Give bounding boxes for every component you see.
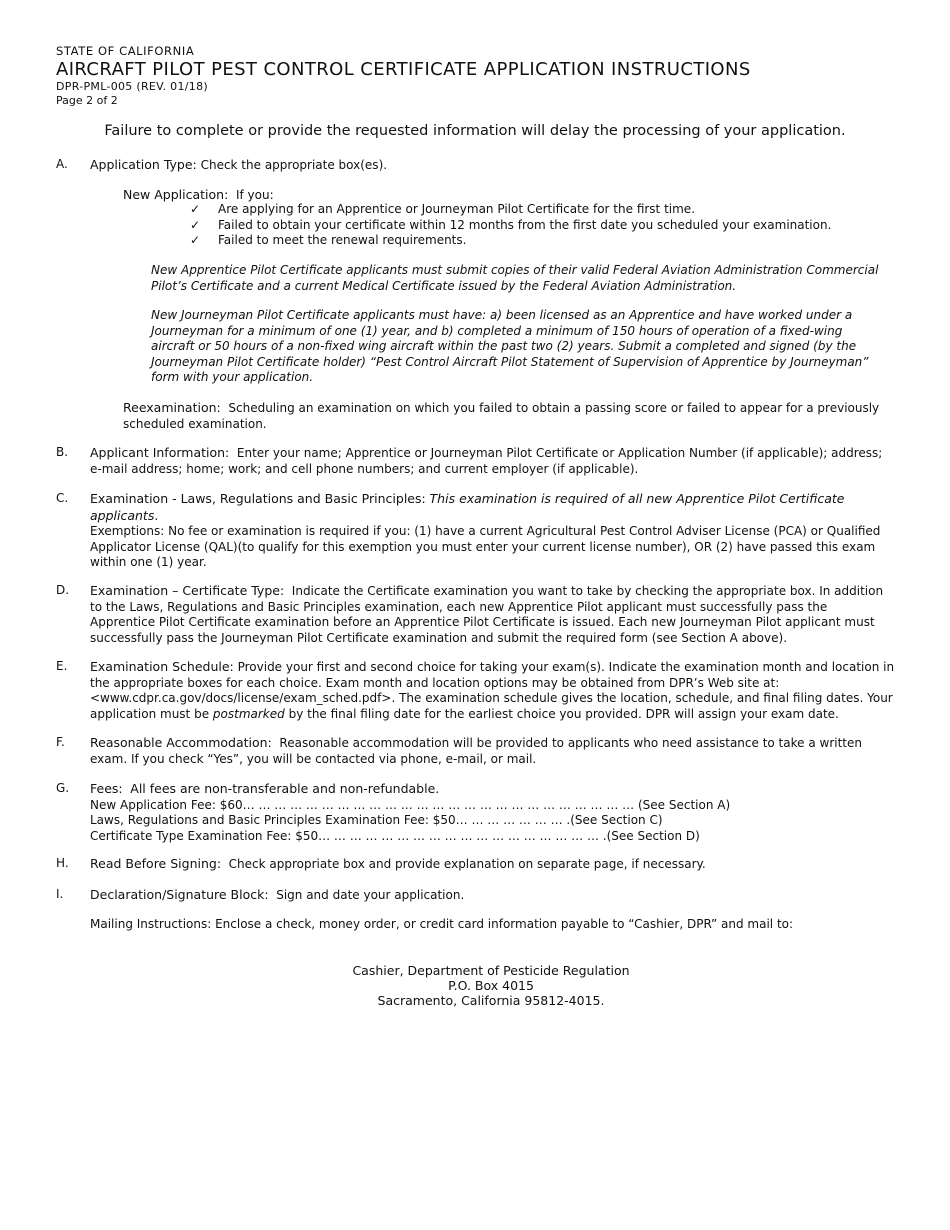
check-item-text: Failed to obtain your certificate within 12 months from the first date you scheduled your examination. — [218, 218, 832, 232]
section-heading: Declaration/Signature Block: — [90, 887, 269, 902]
section-heading: Examination Schedule: — [90, 659, 234, 674]
section-text: Provide your first and second choice for taking your exam(s). Indicate the examination month and location in the appropriate boxes for each choice. Exam month and location options may be obtained from DPR’s Web site at: <www.cdpr.ca.gov/docs/license/exam_sched.pdf>. The examination schedule gives the location, schedule, and final filing dates. Your application must be — [90, 660, 895, 721]
fee-line: Laws, Regulations and Basic Principles Examination Fee: $50… … … … … … … .(See Section C) — [90, 813, 663, 827]
postmarked-text: postmarked — [212, 706, 285, 721]
reexamination-text — [123, 400, 893, 432]
section-letter: F. — [56, 735, 65, 749]
checkmark-icon: ✓ — [190, 202, 201, 216]
section-letter: B. — [56, 445, 69, 459]
fee-line: Certificate Type Examination Fee: $50… … … … … … … … … … … … … … … … … … .(See Section D) — [90, 828, 700, 843]
section-e — [56, 659, 896, 722]
check-item — [190, 218, 831, 234]
section-letter: D. — [56, 583, 70, 597]
section-text: Reasonable accommodation will be provided to applicants who need assistance to take a written exam. If you check “Yes”, you will be contacted via phone, e-mail, or mail. — [90, 736, 862, 766]
section-heading: Reasonable Accommodation: — [90, 735, 272, 750]
section-heading: Read Before Signing: — [90, 856, 222, 871]
section-text: Enter your name; Apprentice or Journeyman Pilot Certificate or Application Number (if applicable); address; e-mail address; home; work; and cell phone numbers; and current employer (if applicable). — [90, 446, 883, 476]
section-letter: C. — [56, 491, 69, 505]
section-h — [56, 856, 896, 873]
section-letter: E. — [56, 659, 68, 673]
section-d — [56, 583, 896, 646]
mailing-text: Mailing Instructions: Enclose a check, money order, or credit card information payable to “Cashier, DPR” and mail to: — [90, 917, 794, 931]
page-number: Page 2 of 2 — [56, 94, 118, 107]
check-item — [190, 233, 466, 249]
section-heading: Examination – Certificate Type: — [90, 583, 285, 598]
checkmark-icon: ✓ — [190, 233, 201, 247]
section-text: Sign and date your application. — [276, 888, 465, 902]
section-text-end: by the final filing date for the earliest choice you provided. DPR will assign your exam date. — [288, 706, 839, 721]
section-period: . — [154, 508, 159, 523]
section-letter: G. — [56, 781, 70, 795]
section-text: All fees are non-transferable and non-refundable. — [130, 781, 440, 796]
reexamination-desc: Scheduling an examination on which you failed to obtain a passing score or failed to appear for a previously scheduled examination. — [123, 401, 880, 431]
section-text: Check appropriate box and provide explanation on separate page, if necessary. — [228, 857, 706, 871]
section-c — [56, 491, 896, 571]
address-line-1: Cashier, Department of Pesticide Regulation — [352, 963, 630, 978]
section-b — [56, 445, 896, 477]
processing-warning: Failure to complete or provide the requested information will delay the processing of your application. — [104, 123, 846, 139]
state-label: STATE OF CALIFORNIA — [56, 44, 195, 58]
section-letter: A. — [56, 157, 68, 171]
fee-line: New Application Fee: $60… … … … … … … … … … … … … … … … … … … … … … … … … (See Section A) — [90, 797, 731, 812]
check-item — [190, 202, 695, 218]
address-line-3: Sacramento, California 95812-4015. — [377, 993, 605, 1008]
section-text: Check the appropriate box(es). — [200, 158, 388, 172]
section-i — [56, 887, 896, 904]
apprentice-note: New Apprentice Pilot Certificate applicants must submit copies of their valid Federal Aviation Administration Commercial Pilot’s Certificate and a current Medical Certificate issued by the Federal Aviation Administration. — [151, 263, 879, 293]
page-title: AIRCRAFT PILOT PEST CONTROL CERTIFICATE APPLICATION INSTRUCTIONS — [56, 59, 751, 80]
section-italic-text: This examination is required of all new Apprentice Pilot Certificate applicants — [90, 491, 845, 523]
form-number: DPR-PML-005 (REV. 01/18) — [56, 80, 208, 93]
section-f — [56, 735, 896, 767]
section-g — [56, 781, 896, 844]
section-heading: Fees: — [90, 781, 123, 796]
section-text: Indicate the Certificate examination you want to take by checking the appropriate box. In addition to the Laws, Regulations and Basic Principles examination, each new Apprentice Pilot applicant must successfully pass the Apprentice Pilot Certificate examination before an Apprentice Pilot Certificate is issued. Each new Journeyman Pilot applicant must successfully pass the Journeyman Pilot Certificate examination and submit the required form (see Section A above). — [90, 584, 884, 645]
journeyman-note: New Journeyman Pilot Certificate applicants must have: a) been licensed as an Apprentice and have worked under a Journeyman for a minimum of one (1) year, and b) completed a minimum of 150 hours of operation of a fixed-wing aircraft or 50 hours of a non-fixed wing aircraft within the past two (2) years. Submit a completed and signed (by the Journeyman Pilot Certificate holder) “Pest Control Aircraft Pilot Statement of Supervision of Apprentice by Journeyman” form with your application. — [151, 308, 869, 384]
section-letter: I. — [56, 887, 64, 901]
checkmark-icon: ✓ — [190, 218, 201, 232]
section-heading: Applicant Information: — [90, 445, 230, 460]
reexamination-label: Reexamination: — [123, 400, 221, 415]
section-text: Exemptions: No fee or examination is required if you: (1) have a current Agricultural Pest Control Adviser License (PCA) or Qualified Applicator License (QAL)(to qualify for this exemption you must enter your current license number), OR (2) have passed this exam within one (1) year. — [90, 524, 881, 569]
check-item-text: Are applying for an Apprentice or Journeyman Pilot Certificate for the first time. — [218, 202, 696, 216]
new-application-text: If you: — [235, 188, 274, 202]
section-letter: H. — [56, 856, 69, 870]
mailing-instructions — [56, 917, 896, 933]
new-application-label: New Application: — [123, 187, 229, 202]
section-a — [56, 157, 896, 174]
check-item-text: Failed to meet the renewal requirements. — [218, 233, 467, 247]
section-heading: Examination - Laws, Regulations and Basic Principles: — [90, 491, 426, 506]
section-heading: Application Type: — [90, 157, 197, 172]
address-line-2: P.O. Box 4015 — [448, 978, 534, 993]
